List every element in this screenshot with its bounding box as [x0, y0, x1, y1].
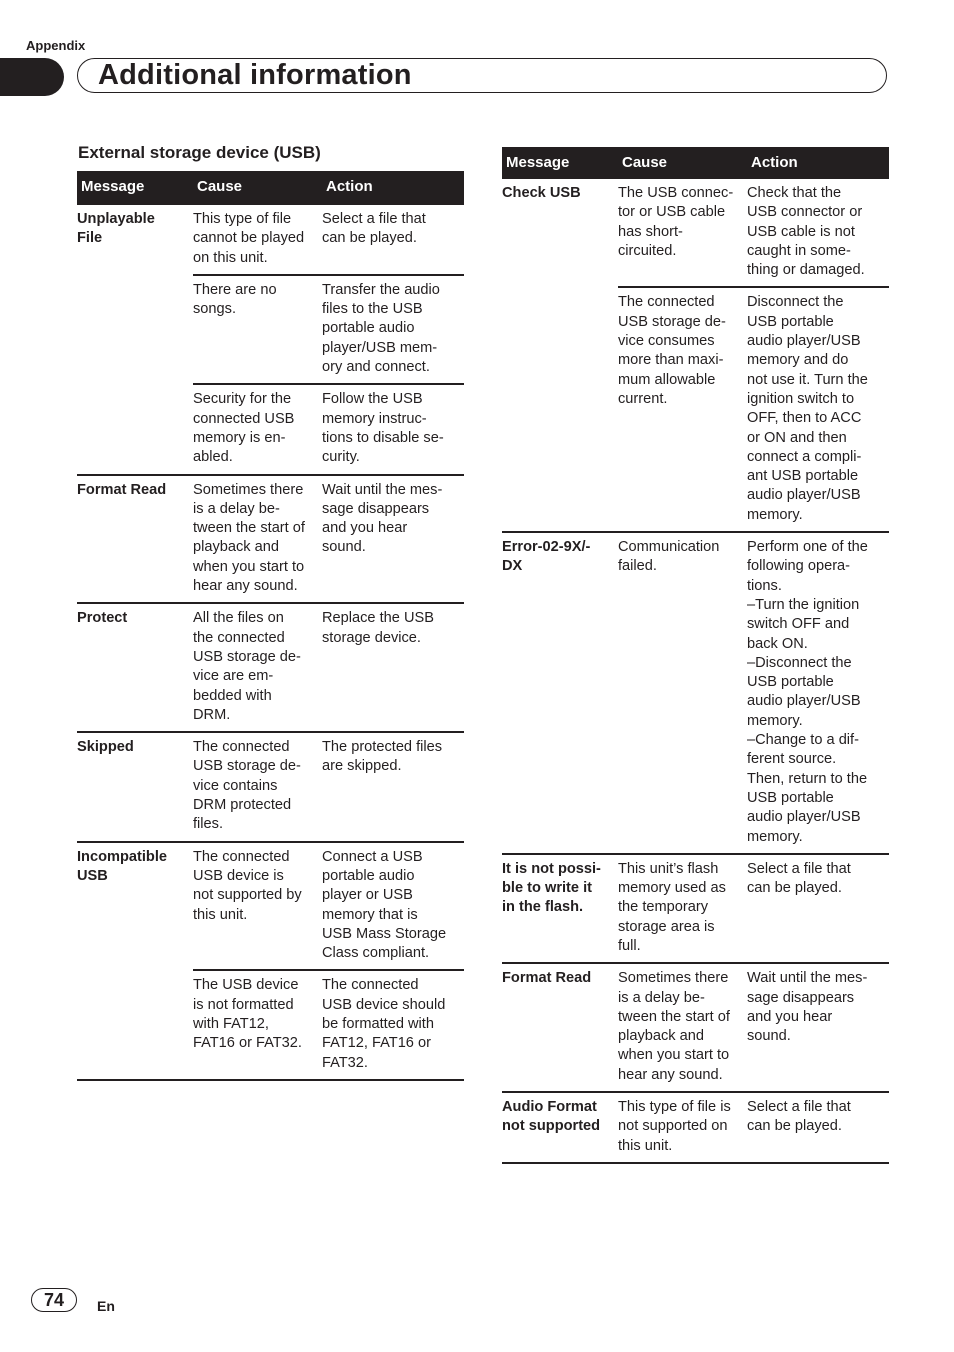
column-header-cause: Cause: [193, 171, 322, 204]
message-cell: Incompatible USB: [77, 848, 168, 884]
table-row: [502, 963, 889, 1092]
message-cell: Error-02-9X/- DX: [502, 539, 591, 575]
cause-cell: Sometimes there is a delay be- tween the start of playback and when you start to hear any sound.: [618, 970, 730, 1083]
action-cell: Disconnect the USB portable audio player/USB memory and do not use it. Turn the ignition switch to OFF, then to ACC or ON and then connect a compli- ant USB portable audio player/USB memory.: [747, 294, 868, 523]
table-row: [502, 1092, 889, 1163]
message-cell: Format Read: [77, 481, 167, 498]
section-tab-marker: [0, 58, 64, 96]
message-cell: Audio Format not supported: [502, 1099, 601, 1135]
cause-cell: Communication failed.: [618, 539, 720, 575]
message-cell: Format Read: [502, 970, 592, 987]
action-cell: Wait until the mes- sage disappears and you hear sound.: [747, 970, 868, 1045]
message-cell: Check USB: [502, 185, 581, 201]
action-cell: Check that the USB connector or USB cable is not caught in some- thing or damaged.: [747, 185, 865, 279]
action-cell: The protected files are skipped.: [322, 739, 443, 775]
cause-cell: There are no songs.: [193, 281, 277, 318]
cause-cell: Security for the connected USB memory is en- abled.: [193, 391, 295, 466]
table-row: [77, 475, 464, 604]
section-label: Appendix: [26, 38, 86, 53]
action-cell: The connected USB device should be formatted with FAT12, FAT16 or FAT32.: [322, 977, 446, 1071]
action-cell: Follow the USB memory instruc- tions to disable se- curity.: [322, 391, 444, 466]
title-banner: [77, 58, 887, 93]
cause-cell: This type of file cannot be played on this unit.: [193, 211, 305, 266]
table-row: [77, 732, 464, 841]
action-cell: Replace the USB storage device.: [322, 610, 434, 646]
table-header-row: [77, 171, 464, 204]
cause-cell: The connected USB storage de- vice contains DRM protected files.: [193, 739, 301, 833]
action-cell: Select a file that can be played.: [747, 1099, 851, 1135]
cause-cell: The connected USB storage de- vice consumes more than maxi- mum allowable current.: [618, 294, 726, 407]
table-header-row: [502, 147, 889, 179]
cause-cell: The connected USB device is not supported by this unit.: [193, 848, 302, 923]
page-number: 74: [31, 1288, 77, 1312]
table-row: [502, 179, 889, 287]
table-row: [77, 204, 464, 275]
usb-messages-table-left: [77, 171, 464, 1081]
message-cell: It is not possi- ble to write it in the flash.: [502, 860, 601, 916]
action-cell: Wait until the mes- sage disappears and you hear sound.: [322, 481, 443, 556]
column-header-message: Message: [502, 147, 618, 179]
column-header-cause: Cause: [618, 147, 747, 179]
action-cell: Transfer the audio files to the USB portable audio player/USB mem- ory and connect.: [322, 281, 440, 376]
cause-cell: All the files on the connected USB storage de- vice are em- bedded with DRM.: [193, 610, 301, 723]
column-header-action: Action: [747, 147, 889, 179]
table-row: [502, 532, 889, 854]
column-header-action: Action: [322, 171, 464, 204]
message-cell: Protect: [77, 610, 128, 627]
action-cell: Perform one of the following opera- tions. –Turn the ignition switch OFF and back ON. –Disconnect the USB portable audio player/USB memory. –Change to a dif- ferent source. Then, return to the USB portable audio player/USB memory.: [747, 539, 868, 845]
cause-cell: This type of file is not supported on this unit.: [618, 1099, 731, 1154]
usb-messages-table-right: [502, 147, 889, 1164]
table-row: [502, 854, 889, 963]
action-cell: Select a file that can be played.: [747, 860, 851, 897]
page-title: Additional information: [98, 59, 412, 91]
message-cell: Unplayable File: [77, 211, 155, 247]
column-header-message: Message: [77, 171, 193, 204]
cause-cell: The USB device is not formatted with FAT12, FAT16 or FAT32.: [193, 977, 302, 1052]
cause-cell: The USB connec- tor or USB cable has short- circuited.: [618, 185, 734, 259]
language-label: En: [97, 1298, 115, 1314]
cause-cell: Sometimes there is a delay be- tween the start of playback and when you start to hear any sound.: [193, 481, 305, 595]
message-cell: Skipped: [77, 739, 134, 756]
table-heading: External storage device (USB): [78, 143, 321, 162]
table-row: [77, 603, 464, 732]
table-row: [77, 842, 464, 971]
cause-cell: This unit’s flash memory used as the temporary storage area is full.: [618, 860, 726, 954]
action-cell: Select a file that can be played.: [322, 211, 426, 247]
action-cell: Connect a USB portable audio player or USB memory that is USB Mass Storage Class compliant.: [322, 848, 447, 962]
